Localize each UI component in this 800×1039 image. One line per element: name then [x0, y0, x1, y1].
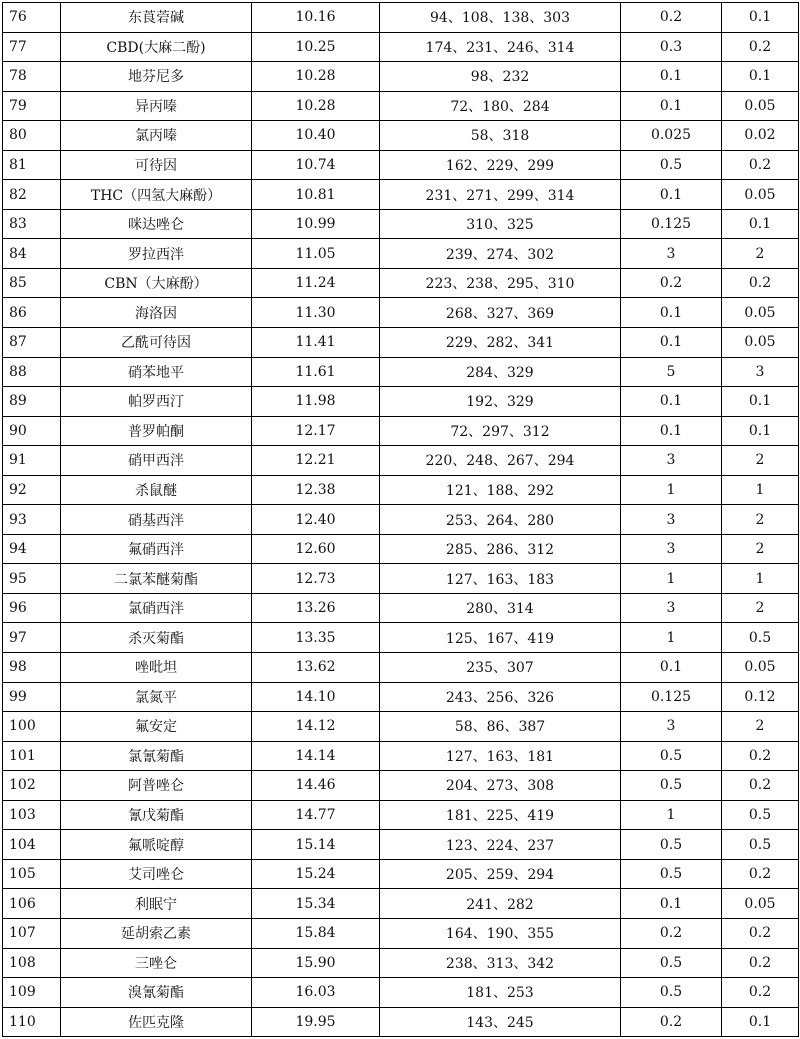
cell-compound-name: 帕罗西汀 — [61, 387, 252, 417]
cell-compound-name: 二氯苯醚菊酯 — [61, 564, 252, 594]
cell-characteristic-ions: 229、282、341 — [380, 328, 621, 358]
cell-compound-name: 硝甲西泮 — [61, 446, 252, 476]
cell-characteristic-ions: 127、163、183 — [380, 564, 621, 594]
cell-row-number: 94 — [3, 534, 61, 564]
cell-compound-name: 普罗帕酮 — [61, 416, 252, 446]
cell-detection-limit: 1 — [621, 564, 722, 594]
cell-compound-name: 氯硝西泮 — [61, 593, 252, 623]
cell-detection-limit: 5 — [621, 357, 722, 387]
cell-characteristic-ions: 231、271、299、314 — [380, 180, 621, 210]
cell-row-number: 81 — [3, 150, 61, 180]
cell-quantitation-limit: 0.2 — [722, 741, 799, 771]
cell-row-number: 92 — [3, 475, 61, 505]
cell-characteristic-ions: 285、286、312 — [380, 534, 621, 564]
cell-retention-time: 14.14 — [252, 741, 380, 771]
cell-retention-time: 11.05 — [252, 239, 380, 269]
cell-compound-name: 氟硝西泮 — [61, 534, 252, 564]
cell-row-number: 93 — [3, 505, 61, 535]
cell-row-number: 99 — [3, 682, 61, 712]
cell-compound-name: CBD(大麻二酚) — [61, 32, 252, 62]
table-row — [3, 771, 799, 801]
cell-row-number: 77 — [3, 32, 61, 62]
cell-retention-time: 13.62 — [252, 653, 380, 683]
table-row — [3, 387, 799, 417]
cell-detection-limit: 3 — [621, 534, 722, 564]
cell-characteristic-ions: 280、314 — [380, 593, 621, 623]
cell-characteristic-ions: 58、318 — [380, 121, 621, 151]
cell-characteristic-ions: 174、231、246、314 — [380, 32, 621, 62]
cell-characteristic-ions: 192、329 — [380, 387, 621, 417]
cell-detection-limit: 0.2 — [621, 1007, 722, 1037]
table-row — [3, 534, 799, 564]
cell-row-number: 103 — [3, 800, 61, 830]
cell-quantitation-limit: 0.05 — [722, 328, 799, 358]
cell-quantitation-limit: 0.05 — [722, 180, 799, 210]
table-row — [3, 593, 799, 623]
cell-retention-time: 15.90 — [252, 948, 380, 978]
cell-quantitation-limit: 0.1 — [722, 209, 799, 239]
compound-table — [2, 2, 799, 1037]
cell-characteristic-ions: 58、86、387 — [380, 712, 621, 742]
cell-retention-time: 13.35 — [252, 623, 380, 653]
cell-quantitation-limit: 0.2 — [722, 268, 799, 298]
cell-detection-limit: 0.5 — [621, 741, 722, 771]
cell-compound-name: 氟哌啶醇 — [61, 830, 252, 860]
cell-row-number: 76 — [3, 3, 61, 33]
cell-compound-name: 阿普唑仑 — [61, 771, 252, 801]
cell-compound-name: 氯丙嗪 — [61, 121, 252, 151]
cell-row-number: 95 — [3, 564, 61, 594]
cell-compound-name: 罗拉西泮 — [61, 239, 252, 269]
table-row — [3, 653, 799, 683]
cell-detection-limit: 3 — [621, 446, 722, 476]
table-row — [3, 918, 799, 948]
cell-row-number: 89 — [3, 387, 61, 417]
cell-compound-name: 咪达唑仑 — [61, 209, 252, 239]
cell-quantitation-limit: 0.5 — [722, 800, 799, 830]
cell-row-number: 98 — [3, 653, 61, 683]
cell-compound-name: 延胡索乙素 — [61, 918, 252, 948]
cell-compound-name: 杀鼠醚 — [61, 475, 252, 505]
cell-quantitation-limit: 0.05 — [722, 91, 799, 121]
cell-characteristic-ions: 220、248、267、294 — [380, 446, 621, 476]
cell-retention-time: 10.28 — [252, 62, 380, 92]
cell-retention-time: 10.40 — [252, 121, 380, 151]
cell-detection-limit: 1 — [621, 475, 722, 505]
table-row — [3, 564, 799, 594]
table-row — [3, 209, 799, 239]
cell-quantitation-limit: 2 — [722, 712, 799, 742]
cell-characteristic-ions: 125、167、419 — [380, 623, 621, 653]
cell-retention-time: 10.99 — [252, 209, 380, 239]
cell-compound-name: 唑吡坦 — [61, 653, 252, 683]
cell-detection-limit: 0.2 — [621, 268, 722, 298]
cell-compound-name: 地芬尼多 — [61, 62, 252, 92]
cell-quantitation-limit: 1 — [722, 475, 799, 505]
cell-row-number: 78 — [3, 62, 61, 92]
table-row — [3, 62, 799, 92]
cell-retention-time: 10.25 — [252, 32, 380, 62]
cell-characteristic-ions: 162、229、299 — [380, 150, 621, 180]
cell-detection-limit: 0.5 — [621, 948, 722, 978]
cell-quantitation-limit: 1 — [722, 564, 799, 594]
cell-quantitation-limit: 0.2 — [722, 918, 799, 948]
cell-detection-limit: 0.1 — [621, 653, 722, 683]
cell-row-number: 90 — [3, 416, 61, 446]
table-row — [3, 150, 799, 180]
cell-detection-limit: 3 — [621, 712, 722, 742]
cell-compound-name: 可待因 — [61, 150, 252, 180]
cell-quantitation-limit: 0.1 — [722, 387, 799, 417]
table-row — [3, 121, 799, 151]
cell-row-number: 102 — [3, 771, 61, 801]
cell-retention-time: 13.26 — [252, 593, 380, 623]
cell-detection-limit: 0.5 — [621, 150, 722, 180]
cell-detection-limit: 0.1 — [621, 387, 722, 417]
cell-row-number: 108 — [3, 948, 61, 978]
cell-quantitation-limit: 3 — [722, 357, 799, 387]
cell-row-number: 106 — [3, 889, 61, 919]
cell-compound-name: 异丙嗪 — [61, 91, 252, 121]
cell-quantitation-limit: 0.1 — [722, 1007, 799, 1037]
cell-retention-time: 14.46 — [252, 771, 380, 801]
table-row — [3, 682, 799, 712]
cell-row-number: 109 — [3, 978, 61, 1008]
cell-retention-time: 15.24 — [252, 859, 380, 889]
table-row — [3, 948, 799, 978]
cell-row-number: 84 — [3, 239, 61, 269]
cell-retention-time: 11.98 — [252, 387, 380, 417]
cell-retention-time: 11.61 — [252, 357, 380, 387]
cell-detection-limit: 3 — [621, 593, 722, 623]
cell-quantitation-limit: 2 — [722, 239, 799, 269]
cell-characteristic-ions: 181、253 — [380, 978, 621, 1008]
cell-retention-time: 10.81 — [252, 180, 380, 210]
cell-characteristic-ions: 72、297、312 — [380, 416, 621, 446]
cell-characteristic-ions: 235、307 — [380, 653, 621, 683]
table-row — [3, 239, 799, 269]
cell-detection-limit: 0.1 — [621, 889, 722, 919]
cell-quantitation-limit: 0.1 — [722, 62, 799, 92]
cell-retention-time: 14.77 — [252, 800, 380, 830]
table-row — [3, 741, 799, 771]
cell-retention-time: 14.12 — [252, 712, 380, 742]
cell-retention-time: 19.95 — [252, 1007, 380, 1037]
table-row — [3, 446, 799, 476]
cell-row-number: 88 — [3, 357, 61, 387]
cell-characteristic-ions: 121、188、292 — [380, 475, 621, 505]
cell-retention-time: 12.38 — [252, 475, 380, 505]
table-row — [3, 475, 799, 505]
cell-quantitation-limit: 0.5 — [722, 623, 799, 653]
table-row — [3, 298, 799, 328]
cell-compound-name: 氯氮平 — [61, 682, 252, 712]
cell-retention-time: 15.84 — [252, 918, 380, 948]
table-row — [3, 1007, 799, 1037]
cell-retention-time: 10.74 — [252, 150, 380, 180]
cell-quantitation-limit: 0.2 — [722, 32, 799, 62]
cell-compound-name: 艾司唑仑 — [61, 859, 252, 889]
table-row — [3, 357, 799, 387]
table-row — [3, 889, 799, 919]
cell-detection-limit: 0.5 — [621, 771, 722, 801]
cell-detection-limit: 0.1 — [621, 328, 722, 358]
cell-retention-time: 14.10 — [252, 682, 380, 712]
cell-detection-limit: 3 — [621, 239, 722, 269]
cell-detection-limit: 0.2 — [621, 918, 722, 948]
cell-detection-limit: 0.2 — [621, 3, 722, 33]
cell-detection-limit: 0.3 — [621, 32, 722, 62]
cell-characteristic-ions: 72、180、284 — [380, 91, 621, 121]
table-row — [3, 623, 799, 653]
cell-characteristic-ions: 310、325 — [380, 209, 621, 239]
table-row — [3, 180, 799, 210]
cell-compound-name: CBN（大麻酚） — [61, 268, 252, 298]
cell-detection-limit: 1 — [621, 800, 722, 830]
table-row — [3, 505, 799, 535]
cell-quantitation-limit: 0.2 — [722, 150, 799, 180]
cell-compound-name: 东莨菪碱 — [61, 3, 252, 33]
cell-quantitation-limit: 0.1 — [722, 416, 799, 446]
cell-retention-time: 15.34 — [252, 889, 380, 919]
cell-detection-limit: 0.1 — [621, 62, 722, 92]
cell-characteristic-ions: 98、232 — [380, 62, 621, 92]
cell-quantitation-limit: 2 — [722, 505, 799, 535]
cell-retention-time: 12.40 — [252, 505, 380, 535]
table-row — [3, 800, 799, 830]
table-row — [3, 416, 799, 446]
cell-retention-time: 10.28 — [252, 91, 380, 121]
cell-row-number: 100 — [3, 712, 61, 742]
cell-retention-time: 12.73 — [252, 564, 380, 594]
cell-retention-time: 10.16 — [252, 3, 380, 33]
cell-compound-name: 杀灭菊酯 — [61, 623, 252, 653]
cell-detection-limit: 0.1 — [621, 298, 722, 328]
cell-row-number: 91 — [3, 446, 61, 476]
cell-compound-name: 氟安定 — [61, 712, 252, 742]
cell-quantitation-limit: 2 — [722, 446, 799, 476]
cell-characteristic-ions: 239、274、302 — [380, 239, 621, 269]
cell-characteristic-ions: 204、273、308 — [380, 771, 621, 801]
cell-row-number: 105 — [3, 859, 61, 889]
cell-characteristic-ions: 238、313、342 — [380, 948, 621, 978]
cell-row-number: 104 — [3, 830, 61, 860]
cell-retention-time: 11.30 — [252, 298, 380, 328]
cell-quantitation-limit: 0.05 — [722, 298, 799, 328]
cell-compound-name: THC（四氢大麻酚） — [61, 180, 252, 210]
cell-characteristic-ions: 143、245 — [380, 1007, 621, 1037]
cell-characteristic-ions: 164、190、355 — [380, 918, 621, 948]
cell-compound-name: 三唑仑 — [61, 948, 252, 978]
cell-quantitation-limit: 0.1 — [722, 3, 799, 33]
cell-characteristic-ions: 94、108、138、303 — [380, 3, 621, 33]
cell-row-number: 79 — [3, 91, 61, 121]
cell-compound-name: 硝基西泮 — [61, 505, 252, 535]
cell-compound-name: 氯氰菊酯 — [61, 741, 252, 771]
cell-detection-limit: 0.1 — [621, 180, 722, 210]
cell-row-number: 107 — [3, 918, 61, 948]
cell-characteristic-ions: 223、238、295、310 — [380, 268, 621, 298]
cell-detection-limit: 0.5 — [621, 978, 722, 1008]
table-row — [3, 978, 799, 1008]
cell-retention-time: 12.17 — [252, 416, 380, 446]
table-row — [3, 859, 799, 889]
cell-quantitation-limit: 0.2 — [722, 771, 799, 801]
cell-detection-limit: 0.1 — [621, 416, 722, 446]
cell-characteristic-ions: 127、163、181 — [380, 741, 621, 771]
cell-characteristic-ions: 123、224、237 — [380, 830, 621, 860]
cell-detection-limit: 1 — [621, 623, 722, 653]
cell-retention-time: 11.24 — [252, 268, 380, 298]
table-body — [3, 3, 799, 1037]
cell-retention-time: 15.14 — [252, 830, 380, 860]
cell-quantitation-limit: 0.02 — [722, 121, 799, 151]
cell-compound-name: 海洛因 — [61, 298, 252, 328]
cell-quantitation-limit: 0.12 — [722, 682, 799, 712]
table-row — [3, 268, 799, 298]
table-row — [3, 328, 799, 358]
table-row — [3, 712, 799, 742]
cell-retention-time: 11.41 — [252, 328, 380, 358]
cell-quantitation-limit: 2 — [722, 593, 799, 623]
cell-row-number: 110 — [3, 1007, 61, 1037]
cell-quantitation-limit: 0.2 — [722, 948, 799, 978]
cell-characteristic-ions: 205、259、294 — [380, 859, 621, 889]
cell-row-number: 85 — [3, 268, 61, 298]
cell-detection-limit: 3 — [621, 505, 722, 535]
cell-quantitation-limit: 2 — [722, 534, 799, 564]
cell-quantitation-limit: 0.2 — [722, 978, 799, 1008]
cell-row-number: 96 — [3, 593, 61, 623]
cell-characteristic-ions: 181、225、419 — [380, 800, 621, 830]
cell-compound-name: 佐匹克隆 — [61, 1007, 252, 1037]
cell-row-number: 82 — [3, 180, 61, 210]
cell-quantitation-limit: 0.05 — [722, 889, 799, 919]
cell-quantitation-limit: 0.2 — [722, 859, 799, 889]
cell-quantitation-limit: 0.05 — [722, 653, 799, 683]
cell-characteristic-ions: 268、327、369 — [380, 298, 621, 328]
cell-row-number: 87 — [3, 328, 61, 358]
cell-detection-limit: 0.1 — [621, 91, 722, 121]
cell-quantitation-limit: 0.5 — [722, 830, 799, 860]
cell-compound-name: 硝苯地平 — [61, 357, 252, 387]
table-row — [3, 91, 799, 121]
cell-compound-name: 溴氰菊酯 — [61, 978, 252, 1008]
cell-retention-time: 12.60 — [252, 534, 380, 564]
cell-compound-name: 氰戊菊酯 — [61, 800, 252, 830]
cell-row-number: 97 — [3, 623, 61, 653]
cell-row-number: 101 — [3, 741, 61, 771]
table-row — [3, 3, 799, 33]
cell-row-number: 80 — [3, 121, 61, 151]
cell-characteristic-ions: 284、329 — [380, 357, 621, 387]
cell-characteristic-ions: 241、282 — [380, 889, 621, 919]
cell-detection-limit: 0.5 — [621, 830, 722, 860]
table-row — [3, 830, 799, 860]
cell-row-number: 86 — [3, 298, 61, 328]
table-row — [3, 32, 799, 62]
cell-row-number: 83 — [3, 209, 61, 239]
cell-detection-limit: 0.125 — [621, 682, 722, 712]
cell-compound-name: 利眠宁 — [61, 889, 252, 919]
cell-detection-limit: 0.5 — [621, 859, 722, 889]
cell-compound-name: 乙酰可待因 — [61, 328, 252, 358]
cell-retention-time: 16.03 — [252, 978, 380, 1008]
cell-detection-limit: 0.125 — [621, 209, 722, 239]
cell-detection-limit: 0.025 — [621, 121, 722, 151]
cell-characteristic-ions: 253、264、280 — [380, 505, 621, 535]
cell-retention-time: 12.21 — [252, 446, 380, 476]
cell-characteristic-ions: 243、256、326 — [380, 682, 621, 712]
